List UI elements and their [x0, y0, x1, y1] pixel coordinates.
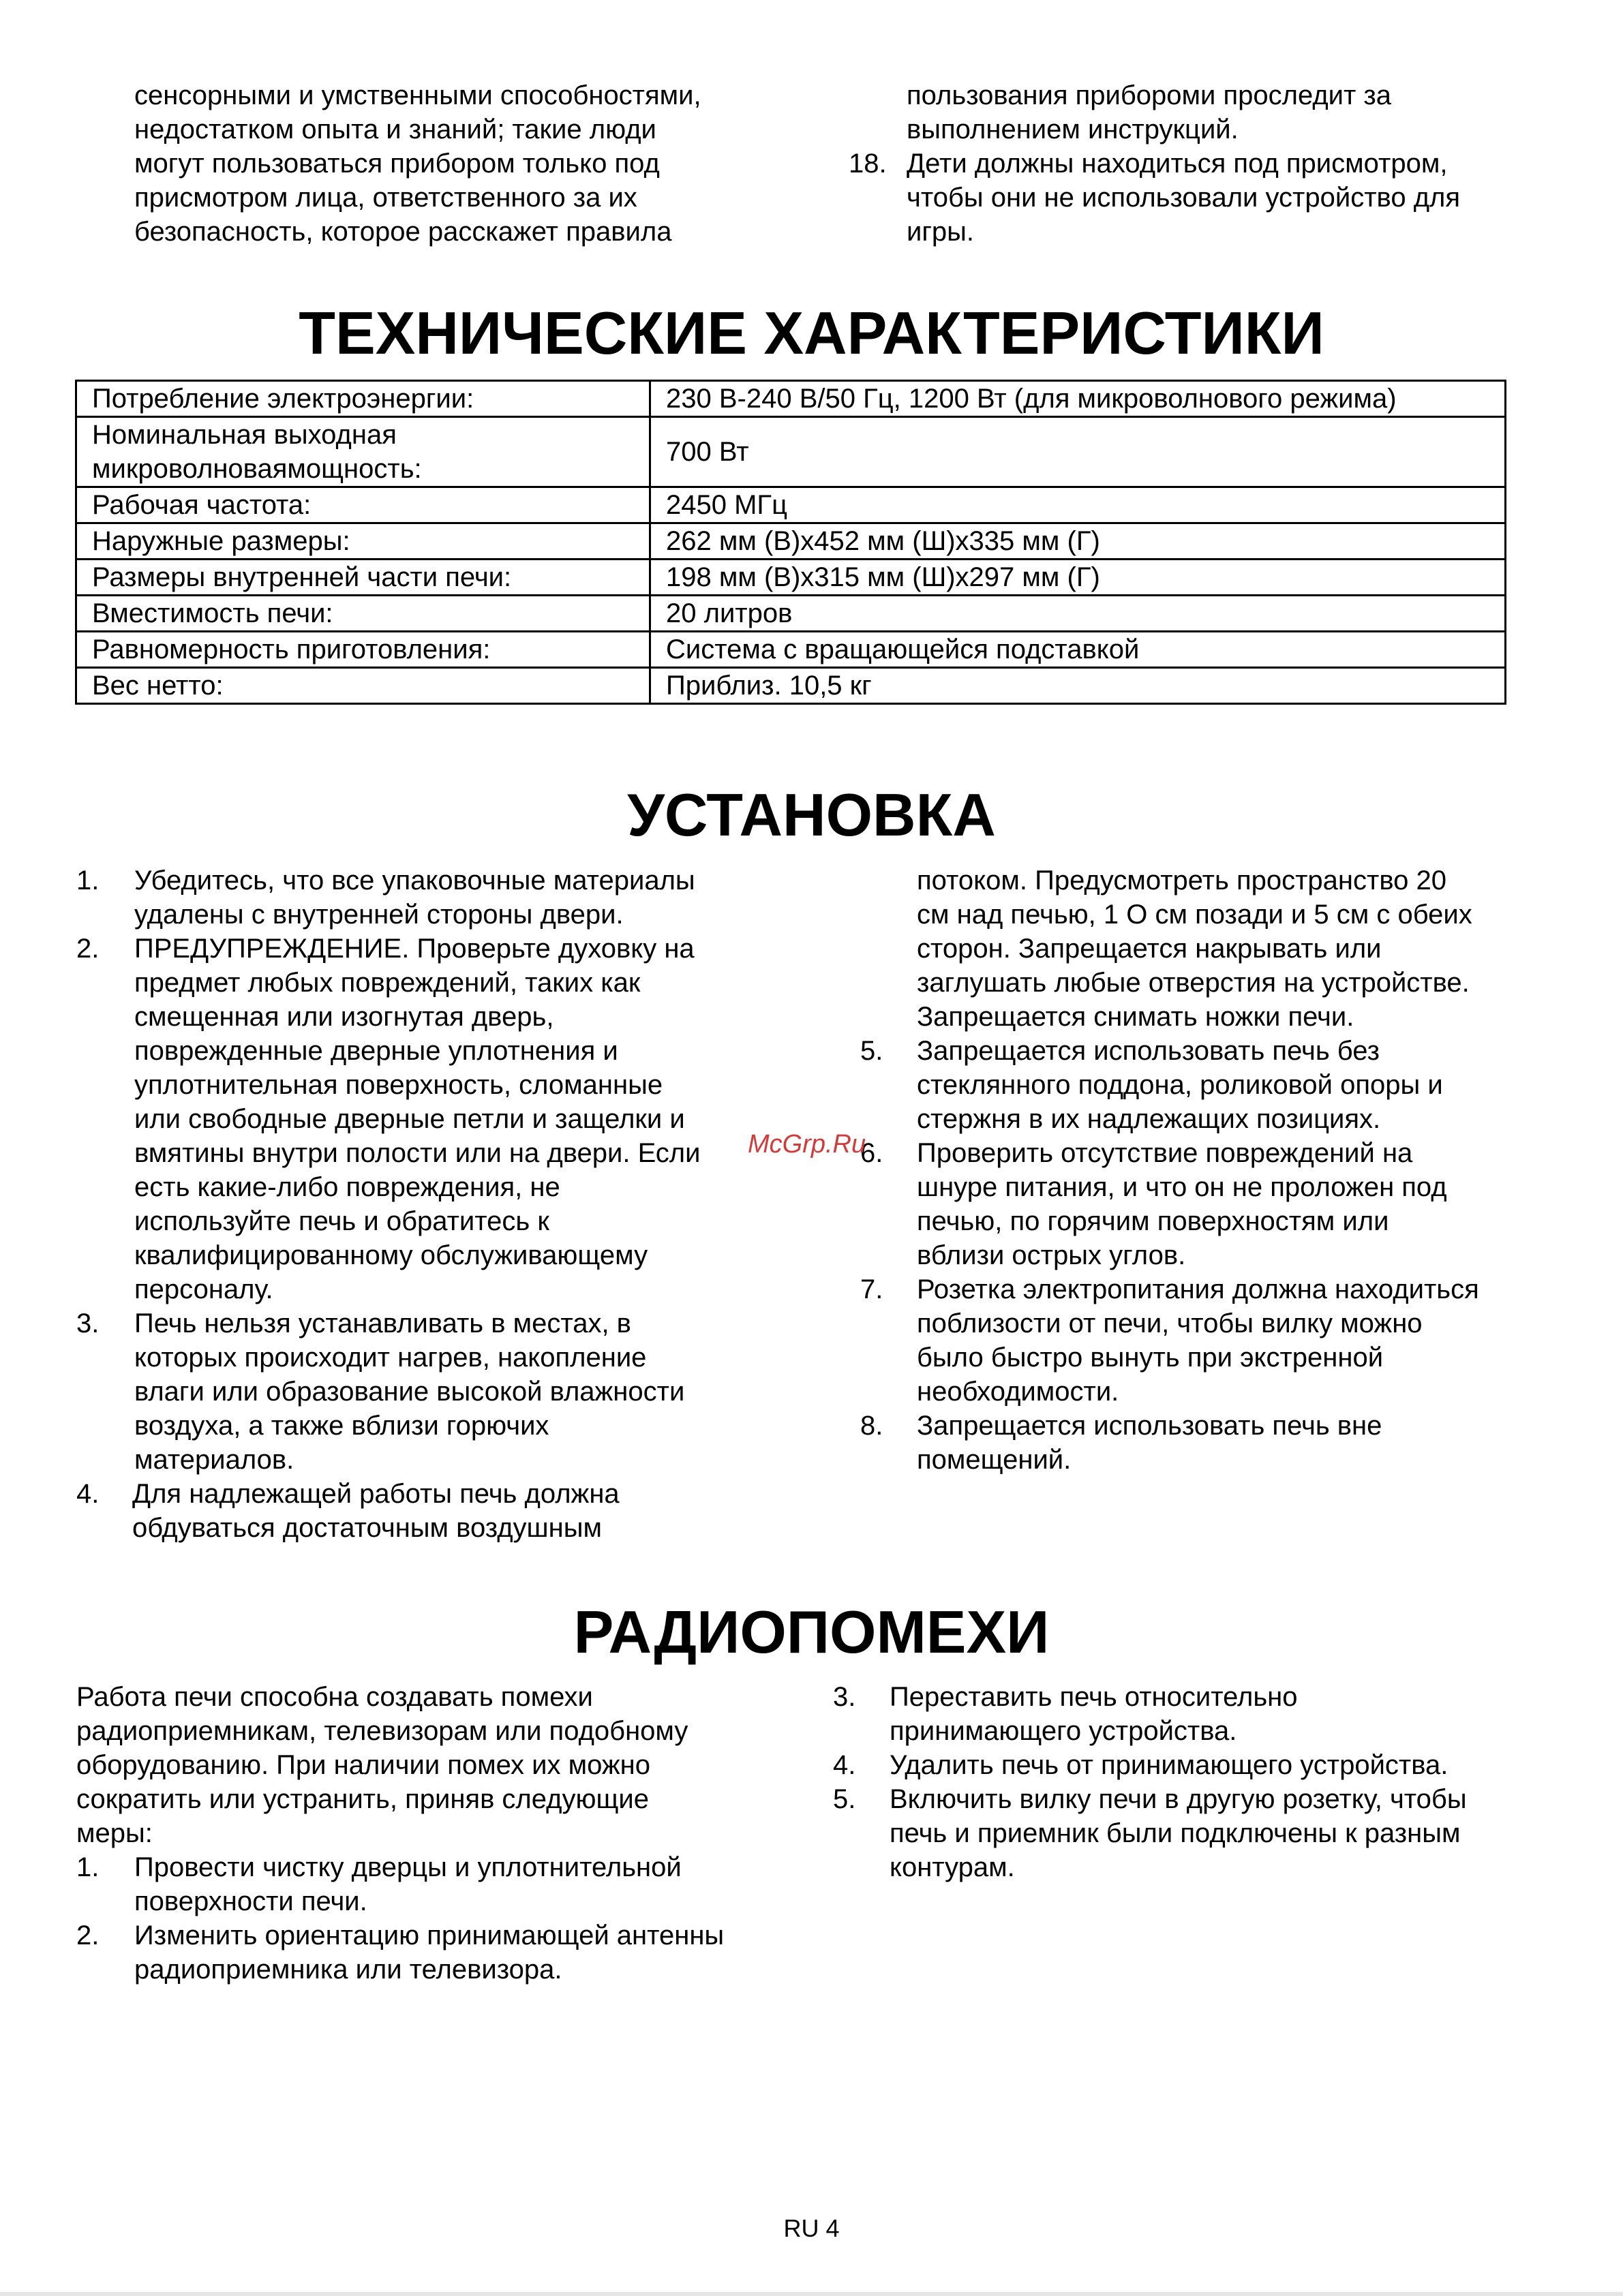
- list-number: 7.: [860, 1274, 883, 1304]
- spec-label: Номинальная выходная микроволноваямощность:: [76, 417, 650, 487]
- text-line: материалов.: [134, 1445, 294, 1475]
- list-number: 18.: [849, 149, 887, 179]
- text-line: необходимости.: [917, 1377, 1119, 1407]
- text-line: поверхности печи.: [134, 1886, 367, 1916]
- table-row: [76, 523, 1506, 560]
- table-row: [76, 381, 1506, 417]
- table-row: [76, 632, 1506, 668]
- text-line: поблизости от печи, чтобы вилку можно: [917, 1308, 1423, 1338]
- text-line: Работа печи способна создавать помехи: [76, 1682, 593, 1712]
- text-line: Изменить ориентацию принимающей антенны: [134, 1920, 725, 1950]
- text-line: потоком. Предусмотреть пространство 20: [917, 866, 1446, 896]
- text-line: могут пользоваться прибором только под: [134, 149, 660, 179]
- text-line: предмет любых повреждений, таких как: [134, 968, 641, 998]
- spec-label: Наружные размеры:: [76, 523, 650, 560]
- install-item-4-continuation: [917, 863, 1472, 1034]
- spec-value: 2450 МГц: [650, 487, 1506, 523]
- text-line: печью, по горячим поверхностям или: [917, 1206, 1389, 1236]
- table-row: [76, 560, 1506, 596]
- text-line: Запрещается использовать печь без: [917, 1036, 1380, 1066]
- text-line: удалены с внутренней стороны двери.: [134, 900, 624, 930]
- install-item-5: [860, 1034, 1549, 1136]
- spec-value: 198 мм (В)x315 мм (Ш)x297 мм (Г): [650, 560, 1506, 596]
- text-line: вмятины внутри полости или на двери. Если: [134, 1138, 701, 1168]
- page-bottom-edge: [0, 2292, 1623, 2296]
- list-number: 1.: [76, 1852, 100, 1882]
- radio-item-4: [833, 1748, 1549, 1782]
- install-item-1: [76, 863, 785, 932]
- text-line: поврежденные дверные уплотнения и: [134, 1036, 618, 1066]
- table-row: [76, 487, 1506, 523]
- spec-value: 230 В-240 В/50 Гц, 1200 Вт (для микроволнового режима): [650, 381, 1506, 417]
- text-line: радиоприемникам, телевизорам или подобному: [76, 1716, 688, 1746]
- radio-item-1: [76, 1850, 813, 1918]
- text-line: Печь нельзя устанавливать в местах, в: [134, 1308, 631, 1338]
- spec-value: 262 мм (В)x452 мм (Ш)x335 мм (Г): [650, 523, 1506, 560]
- text-line: Для надлежащей работы печь должна: [132, 1479, 620, 1509]
- text-line: используйте печь и обратитесь к: [134, 1206, 549, 1236]
- text-line: Запрещается использовать печь вне: [917, 1411, 1382, 1441]
- text-line: выполнением инструкций.: [907, 114, 1239, 144]
- list-number: 3.: [833, 1682, 856, 1712]
- list-number: 4.: [833, 1750, 856, 1780]
- text-line: Дети должны находиться под присмотром,: [907, 149, 1448, 179]
- text-line: есть какие-либо повреждения, не: [134, 1172, 560, 1202]
- text-line: смещенная или изогнутая дверь,: [134, 1002, 554, 1032]
- text-line: присмотром лица, ответственного за их: [134, 183, 637, 213]
- spec-label: Вместимость печи:: [76, 596, 650, 632]
- radio-heading: РАДИОПОМЕХИ: [573, 1598, 1050, 1666]
- list-number: 5.: [860, 1036, 883, 1066]
- text-line: ПРЕДУПРЕЖДЕНИЕ. Проверьте духовку на: [134, 934, 695, 964]
- text-line: заглушать любые отверстия на устройстве.: [917, 968, 1470, 998]
- text-line: которых происходит нагрев, накопление: [134, 1343, 647, 1373]
- text-line: было быстро вынуть при экстренной: [917, 1343, 1384, 1373]
- text-line: печь и приемник были подключены к разным: [890, 1818, 1461, 1848]
- text-line: игры.: [907, 217, 975, 247]
- spec-label: Вес нетто:: [76, 668, 650, 704]
- page-number: RU 4: [783, 2214, 840, 2242]
- table-row: [76, 596, 1506, 632]
- text-line: оборудованию. При наличии помех их можно: [76, 1750, 651, 1780]
- text-line: см над печью, 1 О см позади и 5 см с обеих: [917, 900, 1472, 930]
- text-line: обдуваться достаточным воздушным: [132, 1513, 602, 1543]
- text-line: стеклянного поддона, роликовой опоры и: [917, 1070, 1443, 1100]
- text-line: помещений.: [917, 1445, 1072, 1475]
- text-line: недостатком опыта и знаний; такие люди: [134, 114, 656, 144]
- spec-value: 20 литров: [650, 596, 1506, 632]
- specs-heading: ТЕХНИЧЕСКИЕ ХАРАКТЕРИСТИКИ: [299, 299, 1324, 367]
- text-line: контурам.: [890, 1852, 1015, 1882]
- install-item-7: [860, 1272, 1549, 1409]
- table-row: [76, 668, 1506, 704]
- text-line: Запрещается снимать ножки печи.: [917, 1002, 1354, 1032]
- radio-item-5: [833, 1782, 1549, 1884]
- spec-label: Размеры внутренней части печи:: [76, 560, 650, 596]
- text-line: персоналу.: [134, 1274, 273, 1304]
- list-number: 2.: [76, 934, 100, 964]
- spec-value: Система с вращающейся подставкой: [650, 632, 1506, 668]
- text-line: влаги или образование высокой влажности: [134, 1377, 685, 1407]
- list-number: 5.: [833, 1784, 856, 1814]
- list-number: 4.: [76, 1479, 100, 1509]
- intro-right-paragraph: [907, 78, 1391, 147]
- text-line: квалифицированному обслуживающему: [134, 1240, 648, 1270]
- intro-left-paragraph: [134, 78, 701, 249]
- text-line: воздуха, а также вблизи горючих: [134, 1411, 549, 1441]
- install-item-2: [76, 932, 785, 1306]
- text-line: меры:: [76, 1818, 153, 1848]
- radio-item-3: [833, 1680, 1549, 1748]
- text-line: шнуре питания, и что он не проложен под: [917, 1172, 1447, 1202]
- spec-label: Рабочая частота:: [76, 487, 650, 523]
- text-line: Переставить печь относительно: [890, 1682, 1298, 1712]
- install-item-6: [860, 1136, 1549, 1272]
- text-line: Удалить печь от принимающего устройства.: [890, 1750, 1448, 1780]
- table-row: [76, 417, 1506, 487]
- text-line: сенсорными и умственными способностями,: [134, 80, 701, 110]
- text-line: уплотнительная поверхность, сломанные: [134, 1070, 663, 1100]
- list-number: 6.: [860, 1138, 883, 1168]
- text-line: стержня в их надлежащих позициях.: [917, 1104, 1381, 1134]
- list-number: 3.: [76, 1308, 100, 1338]
- text-line: Убедитесь, что все упаковочные материалы: [134, 866, 695, 896]
- text-line: безопасность, которое расскажет правила: [134, 217, 672, 247]
- text-line: Включить вилку печи в другую розетку, чтобы: [890, 1784, 1467, 1814]
- radio-intro-paragraph: [76, 1680, 688, 1850]
- text-line: чтобы они не использовали устройство для: [907, 183, 1461, 213]
- text-line: или свободные дверные петли и защелки и: [134, 1104, 685, 1134]
- list-item-18: [849, 147, 1530, 249]
- text-line: принимающего устройства.: [890, 1716, 1237, 1746]
- spec-label: Равномерность приготовления:: [76, 632, 650, 668]
- spec-label: Потребление электроэнергии:: [76, 381, 650, 417]
- install-item-3: [76, 1306, 785, 1477]
- spec-value: 700 Вт: [650, 417, 1506, 487]
- text-line: Проверить отсутствие повреждений на: [917, 1138, 1413, 1168]
- install-heading: УСТАНОВКА: [627, 781, 996, 848]
- text-line: вблизи острых углов.: [917, 1240, 1186, 1270]
- list-number: 2.: [76, 1920, 100, 1950]
- text-line: пользования прибороми проследит за: [907, 80, 1392, 110]
- install-item-8: [860, 1409, 1549, 1477]
- specs-table: [75, 380, 1506, 705]
- text-line: радиоприемника или телевизора.: [134, 1955, 562, 1985]
- spec-value: Приблиз. 10,5 кг: [650, 668, 1506, 704]
- radio-item-2: [76, 1918, 813, 1987]
- text-line: Провести чистку дверцы и уплотнительной: [134, 1852, 682, 1882]
- install-item-4: [76, 1477, 785, 1545]
- watermark: McGrp.Ru: [748, 1130, 866, 1159]
- list-number: 1.: [76, 866, 100, 896]
- list-number: 8.: [860, 1411, 883, 1441]
- text-line: Розетка электропитания должна находиться: [917, 1274, 1479, 1304]
- text-line: сократить или устранить, приняв следующие: [76, 1784, 649, 1814]
- text-line: сторон. Запрещается накрывать или: [917, 934, 1382, 964]
